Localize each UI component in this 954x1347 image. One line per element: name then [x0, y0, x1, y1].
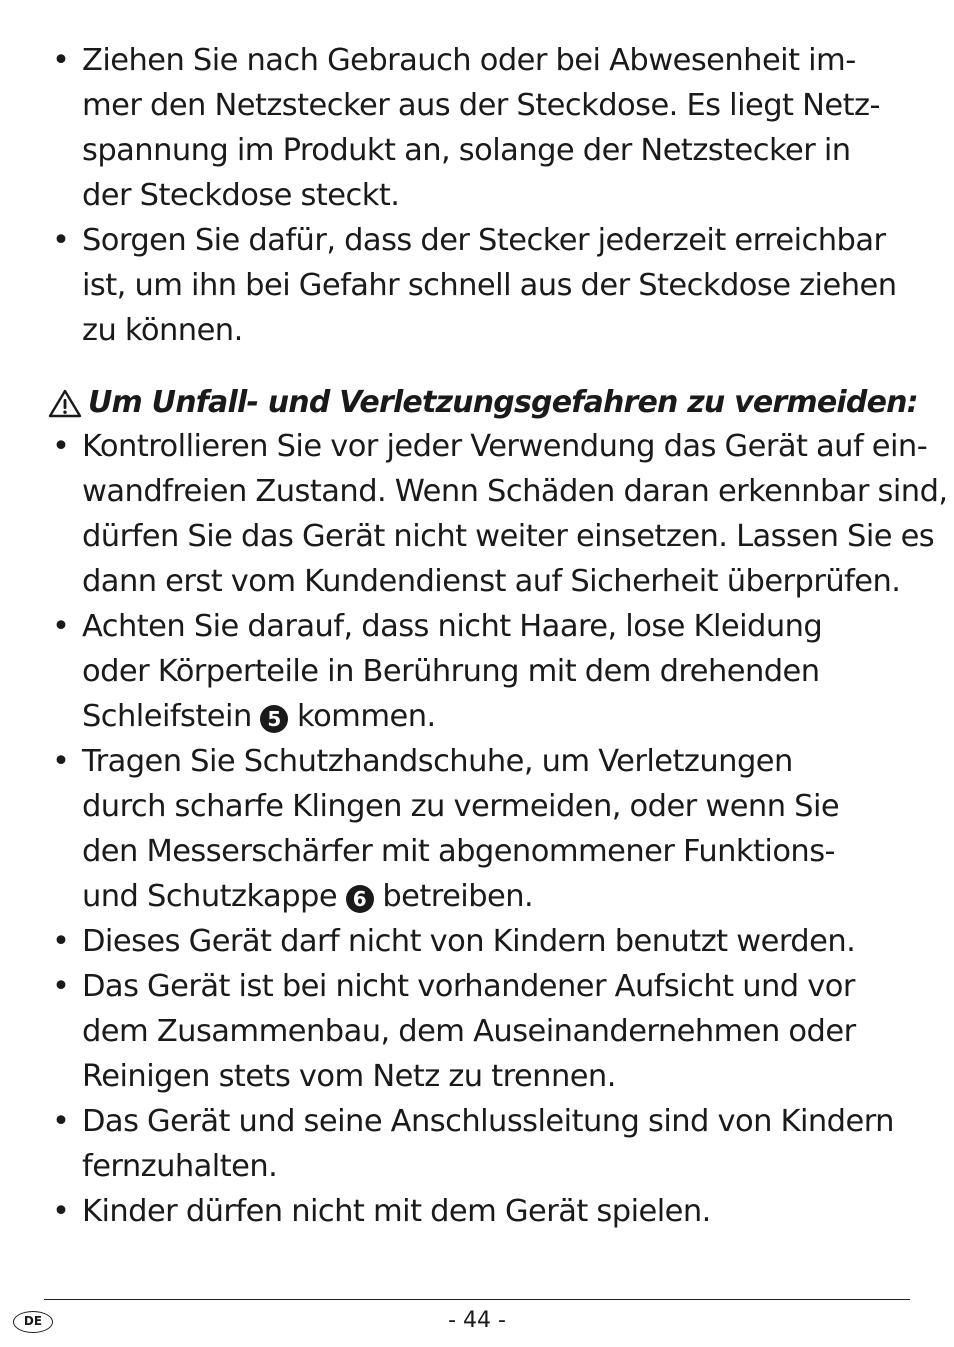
text-line: spannung im Produkt an, solange der Netzstecker in: [82, 133, 851, 168]
text-line: Ziehen Sie nach Gebrauch oder bei Abwesenheit im-: [82, 43, 856, 78]
list-item: [48, 218, 914, 353]
text-line: oder Körperteile in Berührung mit dem drehenden: [82, 654, 820, 689]
text-line: Reinigen stets vom Netz zu trennen.: [82, 1059, 616, 1094]
bullet-icon: •: [52, 969, 70, 1004]
text-line: dem Zusammenbau, dem Auseinandernehmen oder: [82, 1014, 856, 1049]
part-number-badge: 6: [346, 885, 374, 913]
footer-divider: [44, 1299, 910, 1300]
text-line: ist, um ihn bei Gefahr schnell aus der Steckdose ziehen: [82, 268, 897, 303]
warning-heading-text: Um Unfall- und Verletzungsgefahren zu vermeiden:: [88, 385, 918, 420]
bullet-icon: •: [52, 1104, 70, 1139]
text-line: Dieses Gerät darf nicht von Kindern benutzt werden.: [82, 924, 856, 959]
bullet-icon: •: [52, 609, 70, 644]
text-line: den Messerschärfer mit abgenommener Funktions-: [82, 834, 836, 869]
bullet-icon: •: [52, 924, 70, 959]
text-fragment: kommen.: [297, 699, 436, 734]
safety-list-injury: [48, 424, 948, 1234]
text-line: [82, 874, 914, 919]
warning-heading: [48, 380, 928, 425]
bullet-icon: •: [52, 429, 70, 464]
bullet-icon: •: [52, 1194, 70, 1229]
list-item: [48, 38, 914, 218]
text-line: zu können.: [82, 313, 243, 348]
warning-triangle-icon: [48, 388, 82, 418]
list-item: [48, 964, 914, 1099]
text-line: dürfen Sie das Gerät nicht weiter einsetzen. Lassen Sie es: [82, 519, 935, 554]
list-item: [48, 739, 914, 919]
text-line: Achten Sie darauf, dass nicht Haare, lose Kleidung: [82, 609, 823, 644]
safety-list-electrical: [48, 38, 914, 353]
list-item: [48, 919, 914, 964]
bullet-icon: •: [52, 744, 70, 779]
text-line: Das Gerät und seine Anschlussleitung sind von Kindern: [82, 1104, 894, 1139]
text-fragment: betreiben.: [382, 879, 534, 914]
language-badge: DE: [13, 1311, 53, 1333]
text-line: [82, 694, 914, 739]
text-line: Das Gerät ist bei nicht vorhandener Aufsicht und vor: [82, 969, 855, 1004]
bullet-icon: •: [52, 43, 70, 78]
text-line: Sorgen Sie dafür, dass der Stecker jederzeit erreichbar: [82, 223, 886, 258]
part-number-badge: 5: [260, 705, 288, 733]
text-line: wandfreien Zustand. Wenn Schäden daran erkennbar sind,: [82, 474, 948, 509]
text-line: Kinder dürfen nicht mit dem Gerät spielen.: [82, 1194, 711, 1229]
list-item: [48, 1189, 914, 1234]
list-item: [48, 1099, 914, 1189]
list-item: [48, 424, 948, 604]
text-line: durch scharfe Klingen zu vermeiden, oder wenn Sie: [82, 789, 840, 824]
text-line: Tragen Sie Schutzhandschuhe, um Verletzungen: [82, 744, 793, 779]
text-line: Kontrollieren Sie vor jeder Verwendung das Gerät auf ein-: [82, 429, 928, 464]
text-line: der Steckdose steckt.: [82, 178, 400, 213]
text-line: mer den Netzstecker aus der Steckdose. Es liegt Netz-: [82, 88, 880, 123]
bullet-icon: •: [52, 223, 70, 258]
text-line: fernzuhalten.: [82, 1149, 278, 1184]
text-line: dann erst vom Kundendienst auf Sicherheit überprüfen.: [82, 564, 901, 599]
list-item: [48, 604, 914, 739]
text-fragment: und Schutzkappe: [82, 879, 338, 914]
text-fragment: Schleifstein: [82, 699, 252, 734]
page-number: - 44 -: [448, 1308, 506, 1333]
